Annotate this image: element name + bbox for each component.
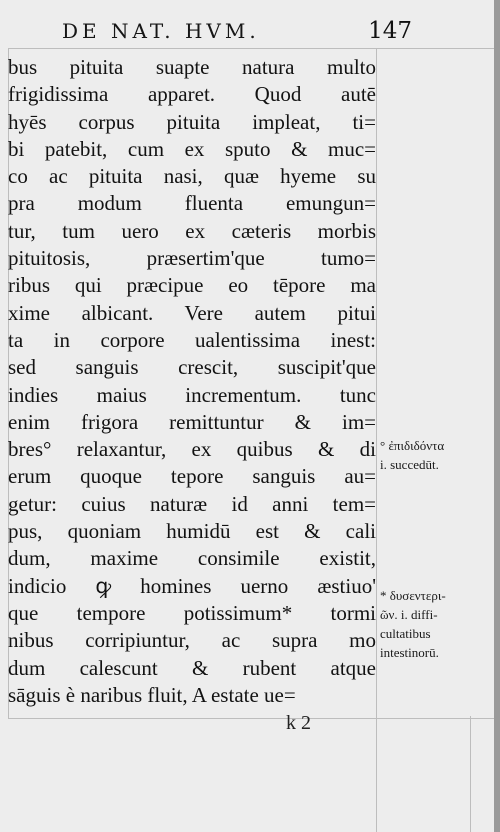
- text-line: indicio ꝙ homines uerno æstiuo': [8, 573, 376, 598]
- margin-note-greek: ῶν. i. diffi-: [380, 607, 438, 622]
- margin-note-greek: * δυσεντερι-: [380, 588, 446, 603]
- column-rule-right: [376, 48, 377, 832]
- footer-rule: [8, 718, 494, 719]
- text-line: que tempore potissimum* tormi: [8, 600, 376, 625]
- text-line: getur: cuius naturæ id anni tem=: [8, 491, 376, 516]
- text-line: pus, quoniam humidū est & cali: [8, 519, 376, 544]
- text-line: indies maius incrementum. tunc: [8, 382, 376, 407]
- text-line: bres° relaxantur, ex quibus & di: [8, 437, 376, 462]
- margin-note-latin: cultatibus: [380, 626, 431, 641]
- text-line: hyēs corpus pituita impleat, ti=: [8, 109, 376, 134]
- text-line: dum calescunt & rubent atque: [8, 655, 376, 680]
- text-line: tur, tum uero ex cæteris morbis: [8, 218, 376, 243]
- header-rule: [8, 48, 494, 49]
- text-line: nibus corripiuntur, ac supra mo: [8, 628, 376, 653]
- text-line: ribus qui præcipue eo tēpore ma: [8, 273, 376, 298]
- page-number: 147: [368, 18, 412, 44]
- page-edge: [494, 0, 500, 832]
- text-line: sed sanguis crescit, suscipit'que: [8, 355, 376, 380]
- margin-note-greek: ° ἐπιδιδόντα: [380, 438, 445, 453]
- text-line: enim frigora remittuntur & im=: [8, 409, 376, 434]
- body-text: [8, 54, 376, 709]
- margin-note-succedunt: [380, 436, 444, 474]
- text-line: xime albicant. Vere autem pitui: [8, 300, 376, 325]
- text-line: erum quoque tepore sanguis au=: [8, 464, 376, 489]
- text-line: co ac pituita nasi, quæ hyeme su: [8, 164, 376, 189]
- text-line: pra modum fluenta emungun=: [8, 191, 376, 216]
- text-line: bi patebit, cum ex sputo & muc=: [8, 136, 376, 161]
- margin-note-latin: i. succedūt.: [380, 457, 439, 472]
- margin-note-difficultatibus: [380, 586, 446, 662]
- text-line: ta in corpore ualentissima inest:: [8, 327, 376, 352]
- signature-mark: k 2: [286, 712, 311, 734]
- text-line: frigidissima apparet. Quod autē: [8, 82, 376, 107]
- text-line: sāguis è naribus fluit, A estate ue=: [8, 682, 296, 707]
- margin-note-latin: intestinorū.: [380, 645, 439, 660]
- text-line: pituitosis, præsertim'que tumo=: [8, 246, 376, 271]
- text-line: bus pituita suapte natura multo: [8, 55, 376, 79]
- running-head: DE NAT. HVM.: [62, 19, 260, 43]
- page-header: [62, 14, 412, 48]
- text-line: dum, maxime consimile existit,: [8, 546, 376, 571]
- margin-rule: [470, 716, 471, 832]
